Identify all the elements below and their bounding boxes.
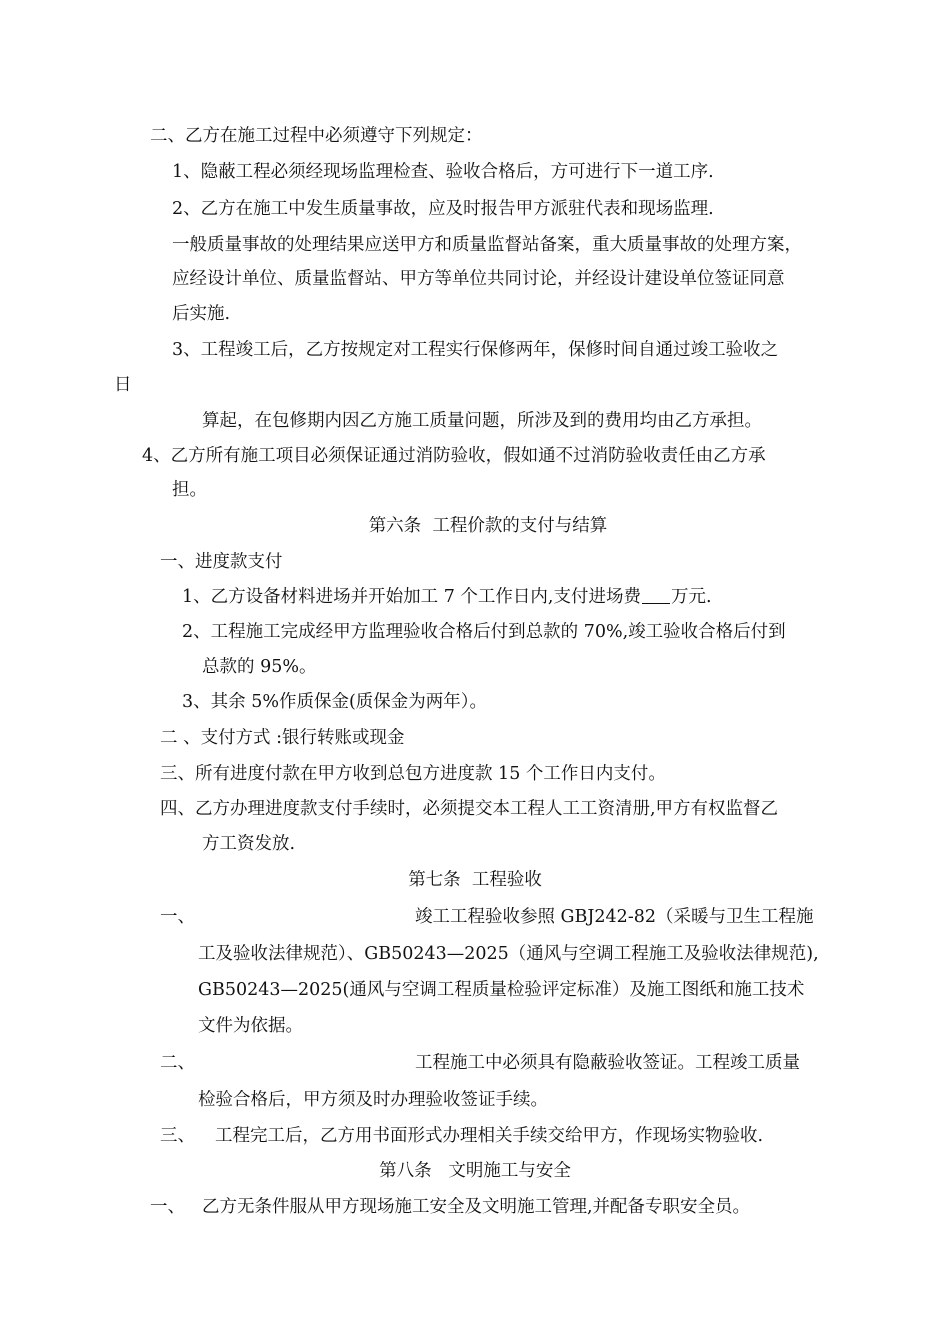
article-8-p1: 乙方无条件服从甲方现场施工安全及文明施工管理,并配备专职安全员。 [202, 1197, 751, 1217]
clause-item-2-cont: 后实施. [172, 304, 231, 324]
article-7-p1-cont: 文件为依据。 [198, 1016, 303, 1036]
article-6-p4: 四、乙方办理进度款支付手续时，必须提交本工程人工工资清册,甲方有权监督乙 [160, 799, 779, 819]
clause-item-2-cont: 应经设计单位、质量监督站、甲方等单位共同讨论，并经设计建设单位签证同意 [172, 269, 785, 289]
article-7-p2: 工程施工中必须具有隐蔽验收签证。工程竣工质量 [415, 1053, 800, 1073]
clause-item-4-cont: 担。 [172, 480, 207, 500]
clause-item-4: 4、乙方所有施工项目必须保证通过消防验收，假如通不过消防验收责任由乙方承 [142, 446, 766, 466]
clause-item-2-cont: 一般质量事故的处理结果应送甲方和质量监督站备案，重大质量事故的处理方案， [172, 235, 802, 255]
clause-item-1: 1、隐蔽工程必须经现场监理检查、验收合格后，方可进行下一道工序. [172, 162, 714, 182]
clause-item-3-cont: 日 [114, 375, 132, 395]
article-6-p1-item1 [182, 585, 712, 609]
clause-intro: 二、乙方在施工过程中必须遵守下列规定： [150, 126, 483, 146]
article-7-p2-number: 二、 [160, 1053, 195, 1073]
item1-text: 1、乙方设备材料进场并开始加工 7 个工作日内,支付进场费 [182, 587, 641, 607]
article-6-p4-cont: 方工资发放. [202, 834, 296, 854]
article-8-p1-number: 一、 [150, 1197, 185, 1217]
article-7-p1-cont: GB50243—2025(通风与空调工程质量检验评定标准）及施工图纸和施工技术 [198, 980, 805, 1000]
article-7-p3-number: 三、 [160, 1126, 195, 1146]
article-6-p3: 三、所有进度付款在甲方收到总包方进度款 15 个工作日内支付。 [160, 764, 666, 784]
article-7-title: 第七条 工程验收 [408, 870, 542, 890]
article-6-p2: 二 、支付方式 :银行转账或现金 [160, 728, 405, 748]
article-6-p1: 一、进度款支付 [160, 552, 283, 572]
article-7-p1-number: 一、 [160, 907, 195, 927]
article-6-p1-item2-cont: 总款的 95%。 [202, 657, 317, 677]
article-6-title: 第六条 工程价款的支付与结算 [368, 516, 608, 536]
article-7-p3: 工程完工后，乙方用书面形式办理相关手续交给甲方，作现场实物验收. [215, 1126, 764, 1146]
article-7-p2-cont: 检验合格后，甲方须及时办理验收签证手续。 [198, 1090, 548, 1110]
article-8-title: 第八条 文明施工与安全 [379, 1161, 571, 1181]
article-6-p1-item2: 2、工程施工完成经甲方监理验收合格后付到总款的 70%,竣工验收合格后付到 [182, 622, 786, 642]
article-6-p1-item3: 3、其余 5%作质保金(质保金为两年）。 [182, 692, 488, 712]
clause-item-2: 2、乙方在施工中发生质量事故，应及时报告甲方派驻代表和现场监理. [172, 199, 714, 219]
amount-blank [642, 586, 670, 604]
clause-item-3: 3、工程竣工后，乙方按规定对工程实行保修两年，保修时间自通过竣工验收之 [172, 340, 779, 360]
clause-item-3-cont: 算起，在包修期内因乙方施工质量问题，所涉及到的费用均由乙方承担。 [202, 411, 762, 431]
item1-unit: 万元. [670, 587, 712, 607]
article-7-p1-cont: 工及验收法律规范）、GB50243—2025（通风与空调工程施工及验收法律规范), [198, 944, 819, 964]
article-7-p1: 竣工工程验收参照 GBJ242-82（采暖与卫生工程施 [415, 907, 814, 927]
